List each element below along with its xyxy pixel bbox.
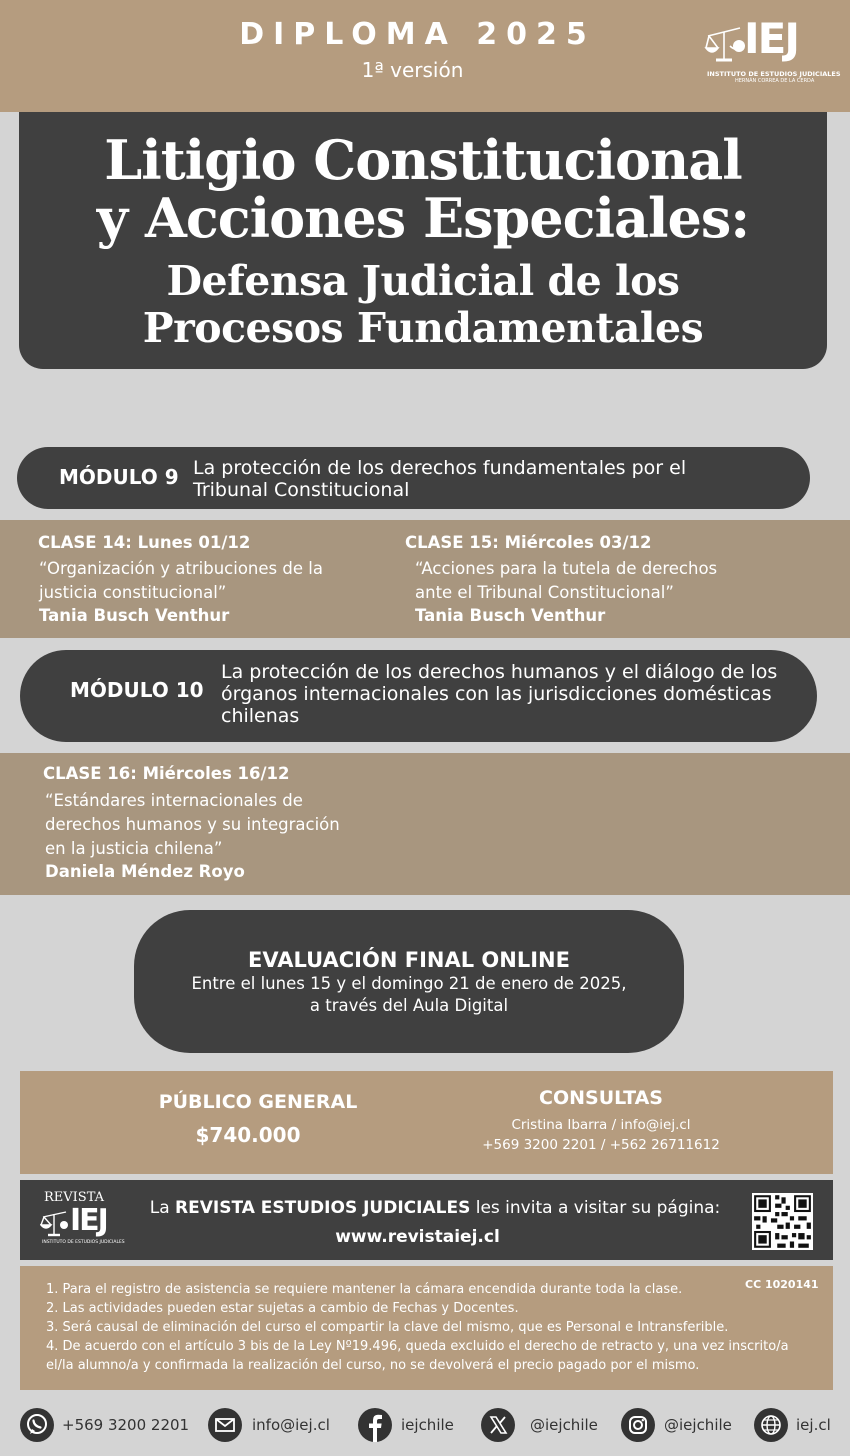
revista-logo-text: IEJ: [70, 1203, 107, 1238]
revista-band: [20, 1180, 833, 1260]
revista-scales-icon: [40, 1207, 72, 1239]
logo-subtitle: INSTITUTO DE ESTUDIOS JUDICIALES: [707, 70, 841, 78]
diploma-version: 1ª versión: [361, 58, 464, 82]
class-15-topic: “Acciones para la tutela de derechos ante el Tribunal Constitucional”: [415, 559, 718, 602]
footer-facebook[interactable]: [358, 1408, 392, 1446]
evaluation-title: EVALUACIÓN FINAL ONLINE: [248, 948, 570, 972]
course-code: CC 1020141: [745, 1278, 819, 1291]
footer-instagram-text[interactable]: @iejchile: [664, 1416, 732, 1434]
course-title-line-2: y Acciones Especiales:: [96, 186, 750, 250]
module-10-label: MÓDULO 10: [70, 678, 204, 702]
footer-whatsapp-text[interactable]: +569 3200 2201: [62, 1416, 190, 1434]
course-subtitle-line-1: Defensa Judicial de los: [166, 257, 680, 305]
revista-logo-subtitle: INSTITUTO DE ESTUDIOS JUDICIALES: [42, 1240, 125, 1245]
consultas-contact[interactable]: Cristina Ibarra / info@iej.cl: [511, 1117, 691, 1133]
facebook-icon: [358, 1408, 392, 1442]
evaluation-platform: a través del Aula Digital: [309, 996, 509, 1015]
course-subtitle-line-2: Procesos Fundamentales: [142, 304, 704, 352]
class-15-header: CLASE 15: Miércoles 03/12: [405, 533, 652, 552]
consultas-label: CONSULTAS: [539, 1087, 663, 1109]
diploma-title: DIPLOMA 2025: [239, 17, 596, 52]
class-16-teacher: Daniela Méndez Royo: [45, 862, 245, 881]
logo-subtitle-2: HERNÁN CORREA DE LA CERDA: [735, 78, 815, 84]
footer-mail-text[interactable]: info@iej.cl: [252, 1416, 330, 1434]
scales-icon: [706, 28, 745, 60]
mail-icon: [208, 1408, 242, 1442]
footer-facebook-text[interactable]: iejchile: [401, 1416, 454, 1434]
globe-icon: [754, 1408, 788, 1442]
class-16-header: CLASE 16: Miércoles 16/12: [43, 764, 290, 783]
price-label: PÚBLICO GENERAL: [158, 1091, 358, 1113]
revista-invite: [140, 1198, 730, 1218]
whatsapp-icon: [20, 1408, 54, 1442]
note-item: 3. Será causal de eliminación del curso el compartir la clave del mismo, que es Personal e Intransferible.: [46, 1320, 729, 1335]
course-title-line-1: Litigio Constitucional: [104, 128, 742, 192]
revista-small-label: REVISTA: [44, 1190, 105, 1205]
footer-x[interactable]: [481, 1408, 515, 1446]
class-15-teacher: Tania Busch Venthur: [415, 606, 606, 625]
footer-instagram[interactable]: [621, 1408, 655, 1446]
footer-whatsapp[interactable]: [20, 1408, 54, 1446]
x-icon: [481, 1408, 515, 1442]
footer-web[interactable]: [754, 1408, 788, 1446]
class-16-topic: “Estándares internacionales de derechos humanos y su integración en la justicia chilena”: [45, 791, 340, 858]
instagram-icon: [621, 1408, 655, 1442]
consultas-phones[interactable]: +569 3200 2201 / +562 26711612: [482, 1137, 720, 1153]
module-10-description: La protección de los derechos humanos y el diálogo de los órganos internacionales con las jurisdicciones domésticas chilenas: [221, 661, 778, 727]
logo-text: IEJ: [744, 14, 798, 63]
class-14-header: CLASE 14: Lunes 01/12: [38, 533, 251, 552]
class-14-teacher: Tania Busch Venthur: [39, 606, 230, 625]
note-item: 1. Para el registro de asistencia se requiere mantener la cámara encendida durante toda la clase.: [46, 1282, 683, 1297]
footer-web-text[interactable]: iej.cl: [796, 1416, 831, 1434]
module-9-description: La protección de los derechos fundamentales por el Tribunal Constitucional: [193, 457, 687, 501]
footer-mail[interactable]: [208, 1408, 242, 1446]
module-9-label: MÓDULO 9: [59, 465, 179, 489]
revista-invite-name: REVISTA ESTUDIOS JUDICIALES: [175, 1198, 471, 1218]
qr-code-icon[interactable]: [752, 1193, 813, 1250]
evaluation-dates: Entre el lunes 15 y el domingo 21 de enero de 2025,: [191, 974, 627, 993]
footer-x-text[interactable]: @iejchile: [530, 1416, 598, 1434]
class-14-topic: “Organización y atribuciones de la justicia constitucional”: [39, 559, 323, 602]
revista-invite-pre: La: [149, 1198, 176, 1218]
note-item: 2. Las actividades pueden estar sujetas a cambio de Fechas y Docentes.: [46, 1301, 519, 1316]
note-item: 4. De acuerdo con el artículo 3 bis de la Ley Nº19.496, queda excluido el derecho de retracto y, una vez inscrito/a el/la alumno/a y confirmada la realización del curso, no se devolverá el precio pagado por el mismo.: [46, 1339, 789, 1373]
revista-url-link[interactable]: www.revistaiej.cl: [335, 1227, 500, 1247]
price-value: $740.000: [195, 1123, 301, 1147]
revista-invite-post: les invita a visitar su página:: [470, 1198, 721, 1218]
